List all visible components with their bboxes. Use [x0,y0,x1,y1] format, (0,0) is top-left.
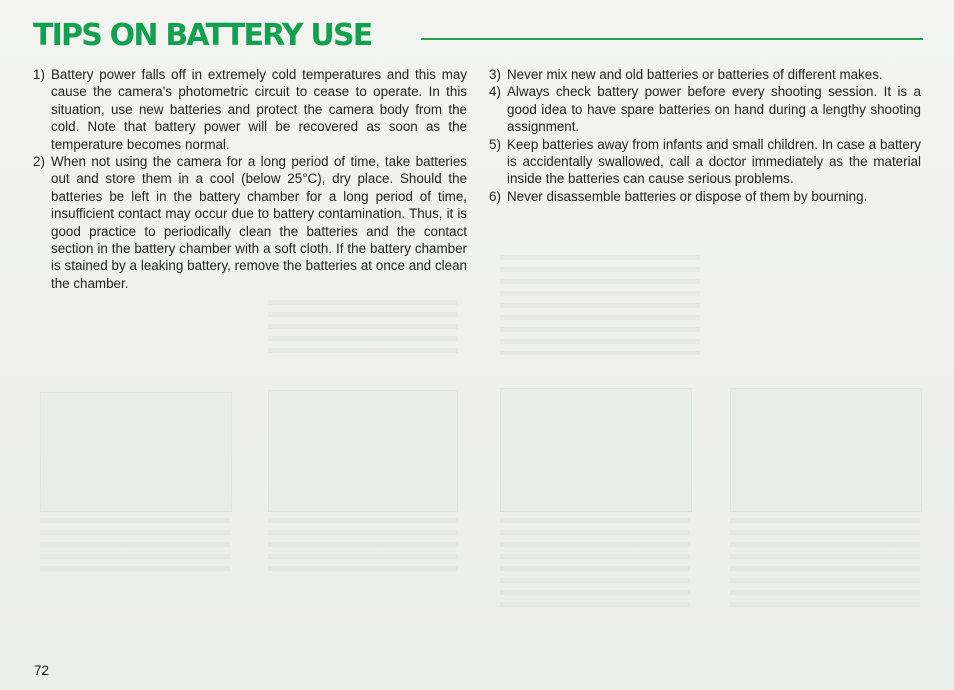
page-number: 72 [34,663,49,678]
tip-item-5 [489,136,921,188]
tip-text: Never mix new and old batteries or batteries of different makes. [507,67,883,82]
tip-text: When not using the camera for a long period of time, take batteries out and store them in a cool (below 25°C), dry place. Should the batteries be left in the battery chamber for a long period of time, insufficient contact may occur due to battery contamination. Thus, it is good practice to periodically clean the batteries and the contact section in the battery chamber with a soft cloth. If the battery chamber is stained by a leaking battery, remove the batteries at once and clean the chamber. [51,154,467,291]
tip-item-4 [489,83,921,135]
tip-item-6 [489,188,921,205]
tip-number: 5) [489,136,501,152]
left-column [33,66,467,292]
page-header [33,18,923,54]
tip-number: 4) [489,84,501,100]
tip-item-3 [489,66,921,83]
title-underline-rule [421,38,923,40]
right-column [489,66,921,205]
page-title: TIPS ON BATTERY USE [33,18,372,53]
tip-text: Always check battery power before every shooting session. It is a good idea to have spare batteries on hand during a lengthy shooting assignment. [507,84,921,135]
tip-number: 3) [489,67,501,82]
tip-number: 6) [489,188,501,204]
tip-item-2 [33,153,467,292]
tip-number: 1) [33,67,45,82]
tip-text: Keep batteries away from infants and small children. In case a battery is accidentally swallowed, call a doctor immediately as the material inside the batteries can cause serious problems. [507,136,921,187]
tip-number: 2) [33,154,45,170]
tip-text: Never disassemble batteries or dispose of them by bourning. [507,188,868,204]
tip-item-1 [33,66,467,153]
tip-text: Battery power falls off in extremely cold temperatures and this may cause the camera's photometric circuit to cease to operate. In this situation, use new batteries and protect the camera body from the cold. Note that battery power will be recovered as soon as the temperature becomes normal. [51,67,467,152]
